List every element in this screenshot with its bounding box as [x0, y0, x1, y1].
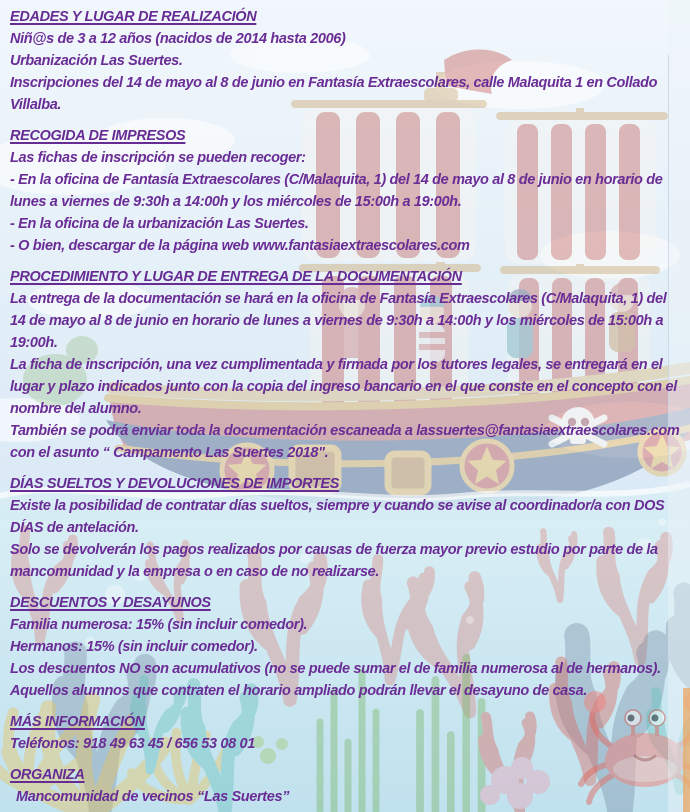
section-heading: PROCEDIMIENTO Y LUGAR DE ENTREGA DE LA DOCUMENTACIÓN — [10, 269, 462, 285]
paragraph: Inscripciones del 14 de mayo al 8 de junio en Fantasía Extraescolares, calle Malaquita 1 en Collado Villalba. — [10, 75, 658, 113]
section-organiza — [10, 764, 680, 808]
paragraph: - En la oficina de Fantasía Extraescolares (C/Malaquita, 1) del 14 de mayo al 8 de junio en horario de lunes a viernes de 9:30h a 14:00h y los miércoles de 15:00h a 19:00h. — [10, 172, 663, 210]
paragraph: La entrega de la documentación se hará en la oficina de Fantasía Extraescolares (C/Malaquita, 1) del 14 de mayo al 8 de junio en horario de lunes a viernes de 9:30h a 14:00h y los miércoles de 15:00h a 19:00h. — [10, 291, 667, 351]
paragraph: Urbanización Las Suertes. — [10, 53, 183, 69]
organizer-name: Mancomunidad de vecinos “Las Suertes” — [16, 789, 290, 805]
paragraph: Solo se devolverán los pagos realizados por causas de fuerza mayor previo estudio por parte de la mancomunidad y la empresa o en caso de no realizarse. — [10, 542, 658, 580]
paragraph: Los descuentos NO son acumulativos (no se puede sumar el de familia numerosa al de hermanos). — [10, 661, 661, 677]
section-mas-informacion — [10, 711, 680, 755]
phone-numbers: Teléfonos: 918 49 63 45 / 656 53 08 01 — [10, 736, 255, 752]
section-heading: DESCUENTOS Y DESAYUNOS — [10, 595, 211, 611]
paragraph: Niñ@s de 3 a 12 años (nacidos de 2014 hasta 2006) — [10, 31, 346, 47]
paragraph: Las fichas de inscripción se pueden recoger: — [10, 150, 306, 166]
paragraph: Hermanos: 15% (sin incluir comedor). — [10, 639, 258, 655]
section-heading: MÁS INFORMACIÓN — [10, 714, 145, 730]
section-recogida-de-impresos — [10, 125, 680, 257]
paragraph: - En la oficina de la urbanización Las Suertes. — [10, 216, 309, 232]
section-heading: ORGANIZA — [10, 767, 85, 783]
section-dias-sueltos-devoluciones — [10, 473, 680, 583]
paragraph: Existe la posibilidad de contratar días sueltos, siempre y cuando se avise al coordinador/a con DOS DÍAS de antelación. — [10, 498, 665, 536]
section-procedimiento-entrega — [10, 266, 680, 464]
paragraph: Familia numerosa: 15% (sin incluir comedor). — [10, 617, 308, 633]
paragraph: - O bien, descargar de la página web www.fantasiaextraescolares.com — [10, 238, 470, 254]
paragraph: También se podrá enviar toda la documentación escaneada a lassuertes@fantasiaextraescolares.com con el asunto “ Campamento Las Suertes 2018". — [10, 423, 680, 461]
section-heading: RECOGIDA DE IMPRESOS — [10, 128, 186, 144]
section-edades-y-lugar — [10, 6, 680, 116]
section-heading: DÍAS SUELTOS Y DEVOLUCIONES DE IMPORTES — [10, 476, 340, 492]
paragraph: La ficha de inscripción, una vez cumplimentada y firmada por los tutores legales, se entregará en el lugar y plazo indicados junto con la copia del ingreso bancario en el que conste en el concepto con el nombre del alumno. — [10, 357, 677, 417]
section-heading: EDADES Y LUGAR DE REALIZACIÓN — [10, 9, 257, 25]
paragraph: Aquellos alumnos que contraten el horario ampliado podrán llevar el desayuno de casa. — [10, 683, 587, 699]
section-descuentos-desayunos — [10, 592, 680, 702]
